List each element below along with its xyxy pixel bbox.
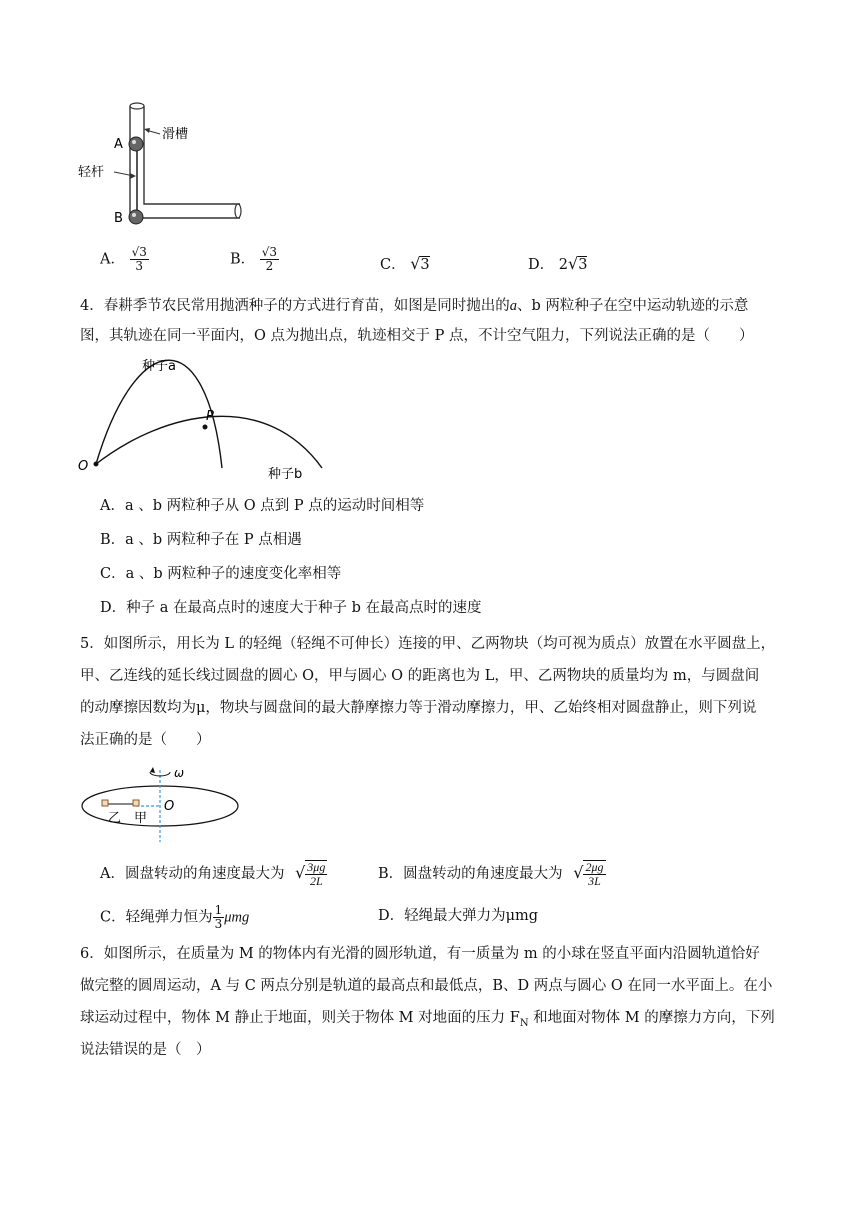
q4-option-d: D．种子 a 在最高点时的速度大于种子 b 在最高点时的速度	[100, 600, 482, 616]
omega-label: ω	[174, 766, 185, 780]
q3-option-a: A． $\frac{√3}{3}$	[100, 245, 147, 273]
seed-b-label: 种子b	[268, 467, 303, 480]
q4-option-b: B．a 、b 两粒种子在 P 点相遇	[100, 532, 302, 548]
q4-stem-line-1: 4．春耕季节农民常用抛洒种子的方式进行育苗，如图是同时抛出的a、b 两粒种子在空中运动轨迹的示意	[80, 298, 749, 314]
q3-option-c: C． √3	[380, 254, 430, 273]
q5-option-d: D．轻绳最大弹力为μmg	[378, 908, 539, 924]
q4-option-c: C．a 、b 两粒种子的速度变化率相等	[100, 566, 342, 582]
slot-label: 滑槽	[162, 127, 189, 142]
disk-figure	[80, 762, 242, 844]
l-slot-figure	[78, 100, 248, 230]
q6-stem-line-3: 球运动过程中，物体 M 静止于地面，则关于物体 M 对地面的压力 $F_N$ 和地面对物体 M 的摩擦力方向，下列	[80, 1010, 775, 1029]
q5-stem-line-2: 甲、乙连线的延长线过圆盘的圆心 O，甲与圆心 O 的距离也为 L，甲、乙两物块的质量均为 m，与圆盘间	[80, 668, 760, 684]
q5-stem-line-3: 的动摩擦因数均为μ，物块与圆盘间的最大静摩擦力等于滑动摩擦力，甲、乙始终相对圆盘静止，则下列说	[80, 700, 757, 716]
rod-label: 轻杆	[78, 165, 105, 180]
q4-stem-line-2: 图，其轨迹在同一平面内，O 点为抛出点，轨迹相交于 P 点，不计空气阻力，下列说法正确的是（ ）	[80, 328, 754, 344]
q5-stem-line-1: 5．如图所示，用长为 L 的轻绳（轻绳不可伸长）连接的甲、乙两物块（均可视为质点）放置在水平圆盘上，	[80, 636, 776, 652]
seed-a-label: 种子a	[142, 359, 176, 374]
q5-option-a: A．圆盘转动的角速度最大为 √ $\frac{3\mu g}{2L}$	[100, 860, 326, 888]
q6-stem-line-4: 说法错误的是（ ）	[80, 1042, 211, 1058]
center-o-label: O	[164, 799, 175, 814]
point-b-label: B	[114, 211, 123, 226]
q4-option-a: A．a 、b 两粒种子从 O 点到 P 点的运动时间相等	[100, 498, 425, 514]
block-yi-label: 乙	[108, 811, 122, 826]
q5-stem-line-4: 法正确的是（ ）	[80, 732, 211, 748]
q5-option-c: C．轻绳弹力恒为 $\frac{1}{3}$ μmg	[100, 903, 250, 931]
point-o-label: O	[78, 459, 89, 474]
q3-option-b: B． $\frac{√3}{2}$	[230, 245, 278, 273]
point-a-label: A	[114, 137, 123, 152]
q6-stem-line-2: 做完整的圆周运动，A 与 C 两点分别是轨道的最高点和最低点，B、D 两点与圆心 O 在同一水平面上。在小	[80, 978, 773, 994]
point-p-label: P	[206, 409, 214, 424]
seed-trajectory-figure	[76, 350, 336, 480]
q5-option-b: B．圆盘转动的角速度最大为 √ $\frac{2\mu g}{3L}$	[378, 860, 604, 888]
block-jia-label: 甲	[134, 811, 148, 826]
q3-option-d: D． 2√3	[528, 254, 588, 273]
q6-stem-line-1: 6．如图所示，在质量为 M 的物体内有光滑的圆形轨道，有一质量为 m 的小球在竖直平面内沿圆轨道恰好	[80, 946, 760, 962]
